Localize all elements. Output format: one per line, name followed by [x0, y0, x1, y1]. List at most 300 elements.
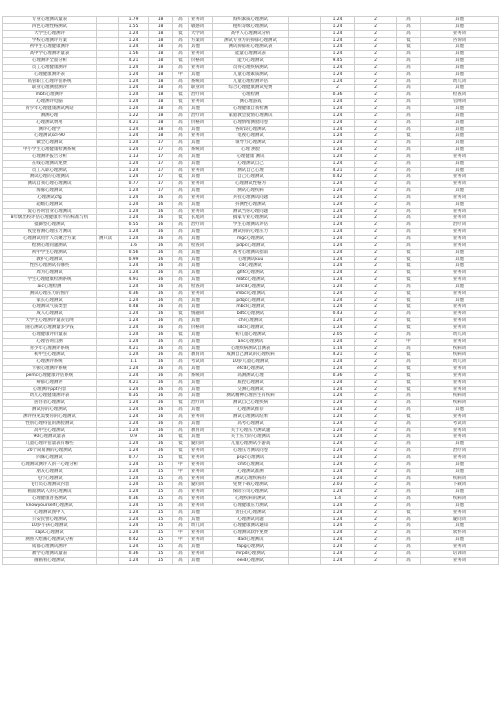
- table-cell[interactable]: 其他: [189, 297, 213, 304]
- table-cell[interactable]: sapC心理测试: [3, 530, 97, 537]
- table-cell[interactable]: chl心理测试: [213, 318, 289, 325]
- table-cell[interactable]: 测试自己心理: [213, 167, 289, 174]
- table-cell[interactable]: [97, 482, 119, 489]
- table-cell[interactable]: 1.24: [119, 283, 149, 290]
- table-cell[interactable]: 1.24: [119, 400, 149, 407]
- table-cell[interactable]: 2: [355, 188, 397, 195]
- table-cell[interactable]: 业务词: [421, 509, 499, 516]
- table-cell[interactable]: 1.24: [119, 372, 149, 379]
- table-cell[interactable]: 2: [355, 502, 397, 509]
- table-cell[interactable]: 高: [397, 359, 421, 366]
- table-cell[interactable]: 初中学生心理测试: [3, 249, 97, 256]
- table-cell[interactable]: 2: [355, 372, 397, 379]
- table-cell[interactable]: [97, 455, 119, 462]
- table-cell[interactable]: 高: [173, 270, 189, 277]
- table-cell[interactable]: 1.24: [321, 407, 355, 414]
- table-cell[interactable]: 治疗词: [189, 112, 213, 119]
- table-cell[interactable]: 心理测试自己: [213, 160, 289, 167]
- table-cell[interactable]: [97, 119, 119, 126]
- table-cell[interactable]: 疾病词: [421, 352, 499, 359]
- table-cell[interactable]: 高: [173, 290, 189, 297]
- table-cell[interactable]: 1.24: [119, 448, 149, 455]
- table-cell[interactable]: [97, 475, 119, 482]
- table-cell[interactable]: 15: [149, 475, 173, 482]
- table-cell[interactable]: 1.24: [119, 92, 149, 99]
- table-cell[interactable]: 下载词: [421, 482, 499, 489]
- table-cell[interactable]: 心理测评报告分析: [3, 153, 97, 160]
- table-cell[interactable]: 1.24: [119, 147, 149, 154]
- table-cell[interactable]: 低: [397, 290, 421, 297]
- table-cell[interactable]: [289, 160, 321, 167]
- table-cell[interactable]: 疾病词: [421, 345, 499, 352]
- table-cell[interactable]: [289, 167, 321, 174]
- table-cell[interactable]: 性医心理测试有哪些: [3, 263, 97, 270]
- table-cell[interactable]: [289, 188, 321, 195]
- table-cell[interactable]: 8年级出校评估心理健康水平的标准与机: [3, 215, 97, 222]
- table-cell[interactable]: 高: [173, 359, 189, 366]
- table-cell[interactable]: 成人心理测试: [3, 311, 97, 318]
- table-cell[interactable]: 1.24: [321, 366, 355, 373]
- table-cell[interactable]: 1.24: [321, 516, 355, 523]
- table-cell[interactable]: 1.24: [321, 379, 355, 386]
- table-cell[interactable]: 1.24: [119, 71, 149, 78]
- table-cell[interactable]: 其他: [421, 249, 499, 256]
- table-cell[interactable]: [289, 516, 321, 523]
- table-cell[interactable]: 海织素质心理测试: [213, 17, 289, 24]
- table-cell[interactable]: 1.24: [321, 51, 355, 58]
- table-cell[interactable]: [289, 64, 321, 71]
- table-cell[interactable]: [97, 324, 119, 331]
- table-cell[interactable]: 低: [397, 509, 421, 516]
- table-cell[interactable]: mbtc心理测试: [213, 277, 289, 284]
- table-cell[interactable]: 教育词: [189, 427, 213, 434]
- table-cell[interactable]: 能力心理测试: [213, 58, 289, 65]
- table-cell[interactable]: [289, 229, 321, 236]
- table-cell[interactable]: 18: [149, 85, 173, 92]
- table-cell[interactable]: 高: [397, 119, 421, 126]
- table-cell[interactable]: 高: [397, 181, 421, 188]
- table-cell[interactable]: 高: [173, 23, 189, 30]
- table-cell[interactable]: [97, 304, 119, 311]
- table-cell[interactable]: 1.24: [321, 468, 355, 475]
- table-cell[interactable]: 2: [355, 400, 397, 407]
- table-cell[interactable]: 交测心理测试: [213, 386, 289, 393]
- table-cell[interactable]: 业务词: [421, 386, 499, 393]
- table-cell[interactable]: 1.24: [321, 256, 355, 263]
- table-cell[interactable]: 高: [397, 236, 421, 243]
- table-cell[interactable]: 幼儿词: [189, 523, 213, 530]
- table-cell[interactable]: 治疗词: [189, 400, 213, 407]
- table-cell[interactable]: 17: [149, 167, 173, 174]
- table-cell[interactable]: 其他: [421, 489, 499, 496]
- table-cell[interactable]: 价格词: [189, 58, 213, 65]
- table-cell[interactable]: 16: [149, 441, 173, 448]
- table-cell[interactable]: [97, 407, 119, 414]
- table-cell[interactable]: 16: [149, 277, 173, 284]
- table-cell[interactable]: 心理检测: [213, 92, 289, 99]
- table-cell[interactable]: 15: [149, 461, 173, 468]
- table-cell[interactable]: [289, 434, 321, 441]
- table-cell[interactable]: 系统词: [189, 372, 213, 379]
- table-cell[interactable]: 1.24: [321, 140, 355, 147]
- table-cell[interactable]: 其他: [189, 126, 213, 133]
- table-cell[interactable]: cmt心理测试: [213, 461, 289, 468]
- table-cell[interactable]: 业务词: [189, 167, 213, 174]
- table-cell[interactable]: [289, 407, 321, 414]
- table-cell[interactable]: [289, 304, 321, 311]
- table-cell[interactable]: 1.24: [321, 23, 355, 30]
- table-cell[interactable]: [289, 413, 321, 420]
- table-cell[interactable]: 高: [397, 71, 421, 78]
- table-cell[interactable]: 15: [149, 543, 173, 550]
- table-cell[interactable]: 2: [355, 550, 397, 557]
- table-cell[interactable]: dad心理测试: [213, 537, 289, 544]
- table-cell[interactable]: 心理疾病的测试: [213, 496, 289, 503]
- table-cell[interactable]: 其他: [189, 420, 213, 427]
- table-cell[interactable]: 朋友心理测试: [3, 468, 97, 475]
- table-cell[interactable]: 16: [149, 236, 173, 243]
- table-cell[interactable]: 低: [397, 44, 421, 51]
- table-cell[interactable]: 4.21: [119, 379, 149, 386]
- table-cell[interactable]: 心理疾病测试自测表: [213, 345, 289, 352]
- table-cell[interactable]: 1.24: [119, 386, 149, 393]
- table-cell[interactable]: [97, 270, 119, 277]
- table-cell[interactable]: 2: [355, 242, 397, 249]
- table-cell[interactable]: 90心理测试量表: [3, 434, 97, 441]
- table-cell[interactable]: 高: [173, 345, 189, 352]
- table-cell[interactable]: 高: [397, 201, 421, 208]
- table-cell[interactable]: 2: [355, 543, 397, 550]
- table-cell[interactable]: 初儿童心理测试: [213, 331, 289, 338]
- table-cell[interactable]: eeid心理测试: [213, 557, 289, 564]
- table-cell[interactable]: [289, 37, 321, 44]
- table-cell[interactable]: 18: [149, 17, 173, 24]
- table-cell[interactable]: 2: [355, 366, 397, 373]
- table-cell[interactable]: 免费下载心理测试: [213, 482, 289, 489]
- table-cell[interactable]: 高: [173, 413, 189, 420]
- table-cell[interactable]: 教护心理测试: [3, 256, 97, 263]
- table-cell[interactable]: [289, 23, 321, 30]
- table-cell[interactable]: 治疗词: [189, 92, 213, 99]
- table-cell[interactable]: 16: [149, 400, 173, 407]
- table-cell[interactable]: 儿童心理测试小游戏: [213, 441, 289, 448]
- table-cell[interactable]: 高: [173, 242, 189, 249]
- table-cell[interactable]: 1.24: [119, 318, 149, 325]
- table-cell[interactable]: 1.24: [321, 277, 355, 284]
- table-cell[interactable]: 高: [397, 455, 421, 462]
- table-cell[interactable]: 高: [173, 352, 189, 359]
- table-cell[interactable]: 其他: [189, 407, 213, 414]
- table-cell[interactable]: 1.6: [119, 242, 149, 249]
- table-cell[interactable]: 2: [355, 44, 397, 51]
- table-cell[interactable]: [97, 441, 119, 448]
- table-cell[interactable]: 15: [149, 482, 173, 489]
- table-cell[interactable]: 2: [355, 119, 397, 126]
- table-cell[interactable]: 其他: [189, 153, 213, 160]
- table-cell[interactable]: [289, 215, 321, 222]
- table-cell[interactable]: 教学心理测试量表: [3, 550, 97, 557]
- table-cell[interactable]: 业务词: [421, 455, 499, 462]
- table-cell[interactable]: 高: [173, 153, 189, 160]
- table-cell[interactable]: 1.24: [321, 242, 355, 249]
- table-cell[interactable]: 低: [173, 434, 189, 441]
- table-cell[interactable]: 高: [173, 475, 189, 482]
- table-cell[interactable]: 18: [149, 112, 173, 119]
- table-cell[interactable]: 16: [149, 229, 173, 236]
- table-cell[interactable]: 业务词: [421, 311, 499, 318]
- table-cell[interactable]: 1.24: [119, 194, 149, 201]
- table-cell[interactable]: 高: [397, 58, 421, 65]
- table-cell[interactable]: 心理压力测试问卷: [213, 448, 289, 455]
- table-cell[interactable]: 高: [173, 277, 189, 284]
- table-cell[interactable]: [289, 338, 321, 345]
- table-cell[interactable]: 其他: [421, 468, 499, 475]
- table-cell[interactable]: 16: [149, 352, 173, 359]
- table-cell[interactable]: 1.24: [321, 523, 355, 530]
- table-cell[interactable]: 2: [355, 496, 397, 503]
- table-cell[interactable]: 2: [355, 311, 397, 318]
- table-cell[interactable]: 心理测评ppt内容: [3, 386, 97, 393]
- table-cell[interactable]: 其他: [421, 201, 499, 208]
- table-cell[interactable]: 2: [355, 64, 397, 71]
- table-cell[interactable]: [97, 331, 119, 338]
- table-cell[interactable]: 儿童心理评估量表有哪些: [3, 441, 97, 448]
- table-cell[interactable]: 心理健康测评表: [3, 71, 97, 78]
- table-cell[interactable]: 低: [173, 92, 189, 99]
- table-cell[interactable]: 心理测试cfg: [3, 194, 97, 201]
- table-cell[interactable]: 2: [355, 461, 397, 468]
- table-cell[interactable]: 业务词: [189, 496, 213, 503]
- table-cell[interactable]: [97, 400, 119, 407]
- table-cell[interactable]: 其他: [189, 229, 213, 236]
- table-cell[interactable]: 周为心理测试: [3, 270, 97, 277]
- table-cell[interactable]: 电视心理测试: [213, 133, 289, 140]
- table-cell[interactable]: 业务词: [421, 379, 499, 386]
- table-cell[interactable]: 业务词: [421, 153, 499, 160]
- table-cell[interactable]: 业务词: [421, 304, 499, 311]
- table-cell[interactable]: [97, 140, 119, 147]
- table-cell[interactable]: 其他: [421, 85, 499, 92]
- table-cell[interactable]: 高: [397, 441, 421, 448]
- table-cell[interactable]: 1.55: [119, 23, 149, 30]
- table-cell[interactable]: 17: [149, 153, 173, 160]
- table-cell[interactable]: 心理测试推荐: [213, 407, 289, 414]
- table-cell[interactable]: 高: [397, 64, 421, 71]
- table-cell[interactable]: 低: [173, 99, 189, 106]
- table-cell[interactable]: 2: [355, 537, 397, 544]
- table-cell[interactable]: 业务词: [421, 434, 499, 441]
- table-cell[interactable]: 业务词: [189, 133, 213, 140]
- table-cell[interactable]: 15: [149, 523, 173, 530]
- table-cell[interactable]: 测照人绘画心理测试分析: [3, 537, 97, 544]
- table-cell[interactable]: 低: [173, 441, 189, 448]
- table-cell[interactable]: 高: [173, 489, 189, 496]
- table-cell[interactable]: 成都心理测试测评: [3, 543, 97, 550]
- table-cell[interactable]: 其他: [421, 71, 499, 78]
- table-cell[interactable]: 1.24: [119, 133, 149, 140]
- table-cell[interactable]: 心理测试软件免费: [213, 530, 289, 537]
- table-cell[interactable]: 2: [355, 174, 397, 181]
- table-cell[interactable]: 幼儿词: [421, 78, 499, 85]
- table-cell[interactable]: 心理测评全面分析: [3, 58, 97, 65]
- table-cell[interactable]: 2: [355, 530, 397, 537]
- table-cell[interactable]: 心理健康 测试: [213, 153, 289, 160]
- table-cell[interactable]: 1.24: [321, 105, 355, 112]
- table-cell[interactable]: 测试心理压力的图片: [3, 290, 97, 297]
- table-cell[interactable]: 0.36: [119, 550, 149, 557]
- table-cell[interactable]: 高: [173, 37, 189, 44]
- table-cell[interactable]: 高: [397, 502, 421, 509]
- table-cell[interactable]: 高: [397, 188, 421, 195]
- table-cell[interactable]: 高: [397, 482, 421, 489]
- table-cell[interactable]: 1.24: [321, 550, 355, 557]
- table-cell[interactable]: 业务词: [421, 270, 499, 277]
- table-cell[interactable]: 2: [355, 208, 397, 215]
- table-cell[interactable]: 粗织等级心理测试: [213, 23, 289, 30]
- table-cell[interactable]: 中: [173, 461, 189, 468]
- table-cell[interactable]: 青少年心理健康测试网站: [3, 105, 97, 112]
- table-cell[interactable]: 16: [149, 201, 173, 208]
- table-cell[interactable]: [289, 441, 321, 448]
- table-cell[interactable]: 1.24: [119, 99, 149, 106]
- table-cell[interactable]: 业务词: [189, 455, 213, 462]
- table-cell[interactable]: [289, 461, 321, 468]
- table-cell[interactable]: 2: [355, 516, 397, 523]
- table-cell[interactable]: [97, 160, 119, 167]
- table-cell[interactable]: 18: [149, 44, 173, 51]
- table-cell[interactable]: 15: [149, 489, 173, 496]
- table-cell[interactable]: 其他: [189, 509, 213, 516]
- table-cell[interactable]: 1.24: [321, 283, 355, 290]
- table-cell[interactable]: 高考心理测试指南: [213, 249, 289, 256]
- table-cell[interactable]: 检查词: [189, 283, 213, 290]
- table-cell[interactable]: 17: [149, 147, 173, 154]
- table-cell[interactable]: 其他: [421, 256, 499, 263]
- table-cell[interactable]: 低: [397, 318, 421, 325]
- table-cell[interactable]: 0.77: [119, 181, 149, 188]
- table-cell[interactable]: 低: [397, 256, 421, 263]
- table-cell[interactable]: 高: [397, 537, 421, 544]
- table-cell[interactable]: 高: [173, 523, 189, 530]
- table-cell[interactable]: 低: [397, 324, 421, 331]
- table-cell[interactable]: 高: [173, 393, 189, 400]
- table-cell[interactable]: 高: [397, 448, 421, 455]
- table-cell[interactable]: 18: [149, 51, 173, 58]
- table-cell[interactable]: 业务词: [421, 215, 499, 222]
- table-cell[interactable]: 高: [173, 201, 189, 208]
- table-cell[interactable]: 疾病词: [421, 393, 499, 400]
- table-cell[interactable]: [289, 502, 321, 509]
- table-cell[interactable]: 高: [173, 85, 189, 92]
- table-cell[interactable]: 2: [355, 318, 397, 325]
- table-cell[interactable]: 大学生心理测评: [3, 30, 97, 37]
- table-cell[interactable]: 业务词: [421, 181, 499, 188]
- table-cell[interactable]: 9.45: [321, 58, 355, 65]
- table-cell[interactable]: 16: [149, 290, 173, 297]
- table-cell[interactable]: 2: [355, 379, 397, 386]
- table-cell[interactable]: 考试词: [421, 420, 499, 427]
- table-cell[interactable]: 其他: [189, 543, 213, 550]
- table-cell[interactable]: [97, 366, 119, 373]
- table-cell[interactable]: 情趣词: [189, 311, 213, 318]
- table-cell[interactable]: 高: [173, 256, 189, 263]
- table-cell[interactable]: [289, 119, 321, 126]
- table-cell[interactable]: 16: [149, 413, 173, 420]
- table-cell[interactable]: 高: [397, 331, 421, 338]
- table-cell[interactable]: 16: [149, 318, 173, 325]
- table-cell[interactable]: 业务词: [421, 229, 499, 236]
- table-cell[interactable]: [289, 71, 321, 78]
- table-cell[interactable]: 青少年心理测评系统: [3, 345, 97, 352]
- table-cell[interactable]: 领导力心理测试: [213, 140, 289, 147]
- table-cell[interactable]: 1.24: [321, 475, 355, 482]
- table-cell[interactable]: 长尾词: [189, 215, 213, 222]
- table-cell[interactable]: 2: [355, 30, 397, 37]
- table-cell[interactable]: 低: [397, 366, 421, 373]
- table-cell[interactable]: 2: [355, 557, 397, 564]
- table-cell[interactable]: 17: [149, 140, 173, 147]
- table-cell[interactable]: 1.24: [321, 133, 355, 140]
- table-cell[interactable]: 测评心理学: [3, 126, 97, 133]
- table-cell[interactable]: 质控心理测试: [213, 379, 289, 386]
- table-cell[interactable]: 业务词: [421, 543, 499, 550]
- table-cell[interactable]: 高: [397, 475, 421, 482]
- table-cell[interactable]: [97, 99, 119, 106]
- table-cell[interactable]: 1.24: [119, 270, 149, 277]
- table-cell[interactable]: arrcd心理测试: [213, 283, 289, 290]
- table-cell[interactable]: 2: [355, 126, 397, 133]
- table-cell[interactable]: 1.24: [119, 427, 149, 434]
- table-cell[interactable]: [97, 359, 119, 366]
- table-cell[interactable]: [289, 78, 321, 85]
- table-cell[interactable]: 四色心理性格测试: [3, 23, 97, 30]
- table-cell[interactable]: 16: [149, 263, 173, 270]
- table-cell[interactable]: 2: [355, 283, 397, 290]
- table-cell[interactable]: 其他: [189, 557, 213, 564]
- table-cell[interactable]: 其他: [421, 523, 499, 530]
- table-cell[interactable]: [97, 167, 119, 174]
- table-cell[interactable]: 15: [149, 455, 173, 462]
- table-cell[interactable]: 业务词: [421, 277, 499, 284]
- table-cell[interactable]: 1.24: [119, 37, 149, 44]
- table-cell[interactable]: 高: [397, 140, 421, 147]
- table-cell[interactable]: 高: [173, 119, 189, 126]
- table-cell[interactable]: [97, 420, 119, 427]
- table-cell[interactable]: 10岁小孩心理测试: [3, 523, 97, 530]
- table-cell[interactable]: 16: [149, 345, 173, 352]
- table-cell[interactable]: 心理测试费用: [3, 119, 97, 126]
- table-cell[interactable]: 其他: [421, 17, 499, 24]
- table-cell[interactable]: 1.24: [321, 400, 355, 407]
- table-cell[interactable]: 2: [355, 441, 397, 448]
- table-cell[interactable]: 价格词: [189, 119, 213, 126]
- table-cell[interactable]: 中: [173, 530, 189, 537]
- table-cell[interactable]: 业务词: [421, 242, 499, 249]
- table-cell[interactable]: 高: [173, 263, 189, 270]
- table-cell[interactable]: 高: [173, 51, 189, 58]
- table-cell[interactable]: 2: [355, 181, 397, 188]
- table-cell[interactable]: 2: [355, 304, 397, 311]
- table-cell[interactable]: [97, 502, 119, 509]
- table-cell[interactable]: 综合心理健康测试免费: [213, 85, 289, 92]
- table-cell[interactable]: 成测自己测试的心理疾病: [213, 352, 289, 359]
- table-cell[interactable]: 低: [397, 249, 421, 256]
- table-cell[interactable]: 4.91: [119, 277, 149, 284]
- table-cell[interactable]: [97, 352, 119, 359]
- table-cell[interactable]: 业务词: [189, 448, 213, 455]
- table-cell[interactable]: 业务词: [421, 557, 499, 564]
- table-cell[interactable]: 其他: [421, 112, 499, 119]
